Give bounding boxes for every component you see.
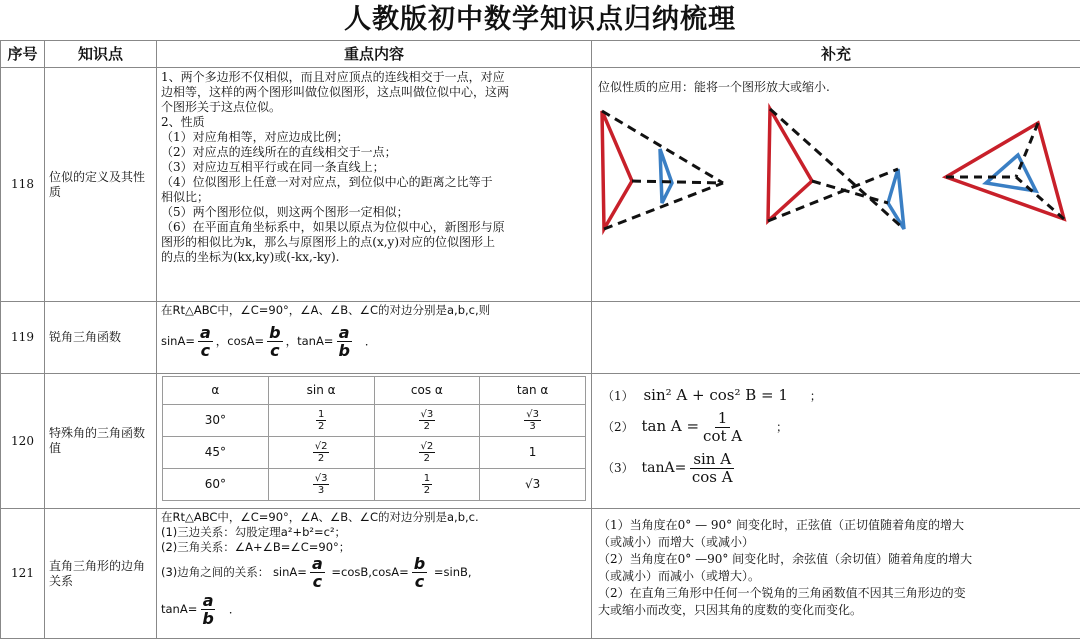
small-triangle xyxy=(660,149,672,203)
content-line: （3）对应边互相平行或在同一条直线上； xyxy=(161,160,385,174)
content-line: (1)三边关系：勾股定理a²+b²=c²； xyxy=(161,525,347,539)
row-supplement xyxy=(592,68,1080,302)
row-content xyxy=(157,68,592,302)
sin-cell: $\frac{1}{2}$ xyxy=(268,405,374,437)
page-title: 人教版初中数学知识点归纳梳理 xyxy=(344,4,736,35)
mini-header-row xyxy=(163,377,586,405)
angle-cell: 30° xyxy=(163,405,269,437)
fraction: $\frac{a}{c}$ xyxy=(199,323,211,360)
row-supplement xyxy=(592,374,1080,509)
trig-definitions: sinA= $\frac{a}{c}$ ，cosA= $\frac{b}{c}$ ，tanA= $\frac{a}{b}$ ． xyxy=(161,323,377,360)
tan-cell: $\frac{√3}{3}$ xyxy=(480,405,586,437)
mini-header: cos α xyxy=(374,377,480,405)
header-supplement: 补充 xyxy=(592,41,1080,68)
small-triangle xyxy=(986,155,1036,191)
table-row xyxy=(1,509,1080,639)
content-line: 2、性质 xyxy=(161,115,205,129)
sin-cell: $\frac{√3}{3}$ xyxy=(268,469,374,501)
table-row xyxy=(1,68,1080,302)
content-line: （1）对应角相等，对应边成比例； xyxy=(161,130,349,144)
content-line: 的点的坐标为(kx,ky)或(-kx,-ky). xyxy=(161,250,340,264)
tan-cell: 1 xyxy=(480,437,586,469)
tan-relation: tanA= $\frac{a}{b}$ ． xyxy=(161,591,241,628)
angle-cell: 45° xyxy=(163,437,269,469)
knowledge-table xyxy=(0,40,1080,639)
row-content xyxy=(157,374,592,509)
projection-lines xyxy=(768,109,904,229)
table-header-row xyxy=(1,41,1080,68)
row-topic: 直角三角形的边角关系 xyxy=(45,509,157,639)
content-line: （2）对应点的连线所在的直线相交于一点； xyxy=(161,145,397,159)
angle-cell: 60° xyxy=(163,469,269,501)
supplement-line: （或减小）而增大（或减小） xyxy=(598,535,755,549)
row-content xyxy=(157,509,592,639)
table-row xyxy=(1,302,1080,374)
content-line: 个图形关于这点位似。 xyxy=(161,100,282,114)
identity-2: （2） tan A = $\frac{1}{\text{cot A}}$ ； xyxy=(602,409,788,445)
row-number: 120 xyxy=(1,374,45,509)
row-content xyxy=(157,302,592,374)
cos-cell: $\frac{√3}{2}$ xyxy=(374,405,480,437)
mini-header: tan α xyxy=(480,377,586,405)
fraction: $\frac{b}{c}$ xyxy=(269,323,281,360)
fraction: $\frac{a}{b}$ xyxy=(338,323,350,360)
special-angle-table xyxy=(162,376,586,501)
mini-header: α xyxy=(163,377,269,405)
supplement-line: （2）当角度在0° —90° 间变化时，余弦值（余切值）随着角度的增大 xyxy=(598,552,973,566)
cos-label: ，cosA= xyxy=(215,334,265,348)
cos-cell: $\frac{√2}{2}$ xyxy=(374,437,480,469)
homothety-figure-1 xyxy=(602,111,723,229)
supplement-line: （或减小）而减小（或增大）。 xyxy=(598,569,761,583)
identity-3: （3） tanA= $\frac{\text{sin A}}{\text{cos A}}$ xyxy=(602,450,733,486)
row-topic: 位似的定义及其性质 xyxy=(45,68,157,302)
content-line: 边相等，这样的两个图形叫做位似图形，这点叫做位似中心，这两 xyxy=(161,85,510,99)
content-line: 在Rt△ABC中，∠C=90°，∠A、∠B、∠C的对边分别是a,b,c. xyxy=(161,510,479,524)
content-line: （4）位似图形上任意一对对应点，到位似中心的距离之比等于 xyxy=(161,175,493,189)
content-line: （5）两个图形位似，则这两个图形一定相似； xyxy=(161,205,409,219)
supplement-line: 大或缩小而改变，只因其角的度数的变化而变化。 xyxy=(598,603,863,617)
mini-row xyxy=(163,405,586,437)
row-number: 118 xyxy=(1,68,45,302)
tan-cell: √3 xyxy=(480,469,586,501)
row-supplement xyxy=(592,509,1080,639)
sin-cell: $\frac{√2}{2}$ xyxy=(268,437,374,469)
row-number: 119 xyxy=(1,302,45,374)
homothety-figure-3 xyxy=(946,123,1064,219)
content-line: 图形的相似比为k，那么与原图形上的点(x,y)对应的位似图形上 xyxy=(161,235,495,249)
identity-1: （1） sin² A + cos² B = 1 ； xyxy=(602,386,822,404)
row-number: 121 xyxy=(1,509,45,639)
content-line: 1、两个多边形不仅相似，而且对应顶点的连线相交于一点，对应 xyxy=(161,70,505,84)
content-line: 在Rt△ABC中，∠C=90°，∠A、∠B、∠C的对边分别是a,b,c,则 xyxy=(161,303,491,317)
row-supplement xyxy=(592,302,1080,374)
homothety-diagram xyxy=(598,101,1076,241)
projection-lines xyxy=(946,123,1064,219)
content-line: (2)三角关系：∠A+∠B=∠C=90°； xyxy=(161,540,351,554)
content-line: 相似比； xyxy=(161,190,210,204)
large-triangle xyxy=(946,123,1064,219)
content-line: （6）在平面直角坐标系中，如果以原点为位似中心，新图形与原 xyxy=(161,220,505,234)
large-triangle xyxy=(602,111,632,229)
supplement-text: 位似性质的应用：能将一个图形放大或缩小. xyxy=(598,80,830,94)
mini-header: sin α xyxy=(268,377,374,405)
header-topic: 知识点 xyxy=(45,41,157,68)
header-content: 重点内容 xyxy=(157,41,592,68)
sin-label: sinA= xyxy=(161,334,195,348)
header-num: 序号 xyxy=(1,41,45,68)
row-topic: 锐角三角函数 xyxy=(45,302,157,374)
row-topic: 特殊角的三角函数值 xyxy=(45,374,157,509)
cos-cell: $\frac{1}{2}$ xyxy=(374,469,480,501)
mini-row xyxy=(163,469,586,501)
supplement-line: （2）在直角三角形中任何一个锐角的三角函数值不因其三角形边的变 xyxy=(598,586,966,600)
tan-label: ，tanA= xyxy=(285,334,334,348)
supplement-line: （1）当角度在0° — 90° 间变化时，正弦值（正切值随着角度的增大 xyxy=(598,518,964,532)
mini-row xyxy=(163,437,586,469)
table-row xyxy=(1,374,1080,509)
large-triangle xyxy=(768,109,812,221)
side-angle-relations: (3)边角之间的关系： sinA= $\frac{a}{c}$ =cosB,cosA= $\frac{b}{c}$ =sinB, xyxy=(161,554,472,591)
homothety-figure-2 xyxy=(768,109,904,229)
